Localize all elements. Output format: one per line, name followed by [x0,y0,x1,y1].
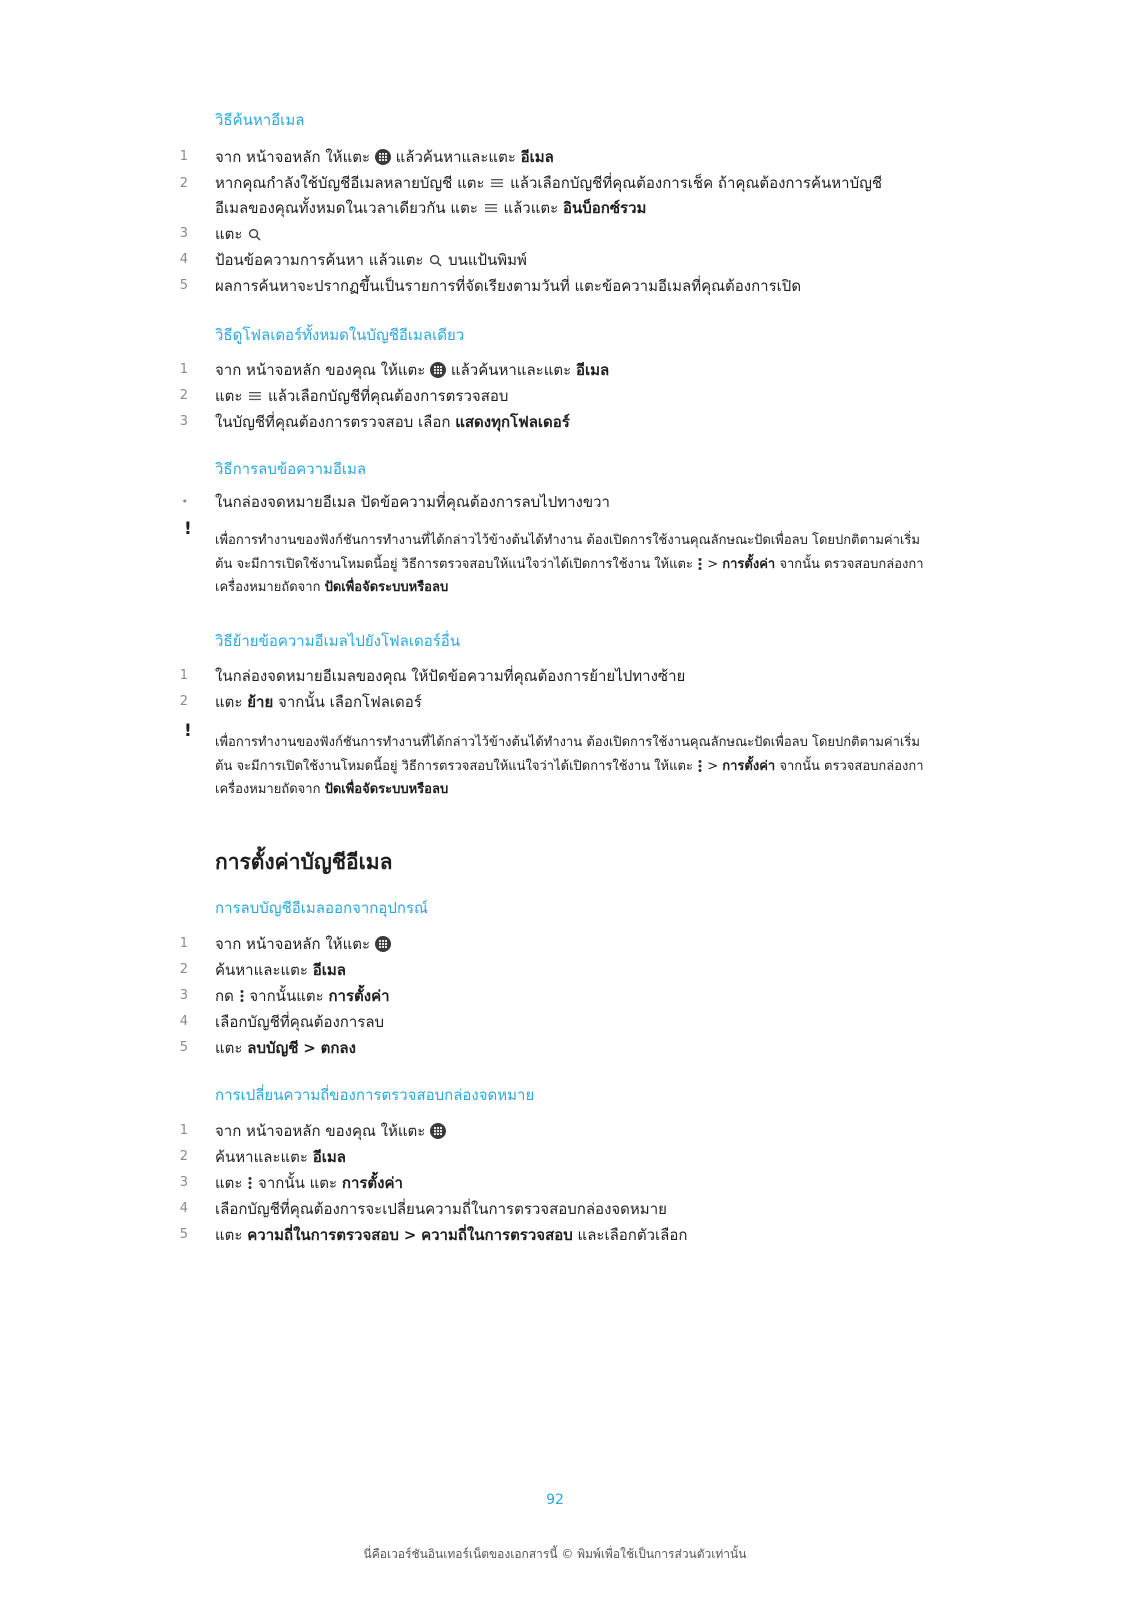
step-text [215,360,609,380]
ui-term: ปัดเพื่อจัดระบบหรือลบ [324,580,449,595]
ui-term: อีเมล [312,1148,346,1166]
step-text: เลือกบัญชีที่คุณต้องการจะเปลี่ยนความถี่ในการตรวจสอบกล่องจดหมาย [215,1200,667,1218]
step-item [168,986,390,1006]
apps-icon [430,362,446,378]
bullet-item [168,492,610,512]
step-item [168,171,882,221]
ui-term: การตั้งค่า [328,987,390,1005]
ui-term: ลบบัญชี [247,1039,299,1057]
step-text-part: จาก หน้าจอหลัก ให้แตะ [215,148,371,166]
more-vert-icon [247,1175,253,1191]
step-text [215,1147,346,1167]
step-item [168,360,609,380]
step-item [168,412,570,432]
step-number: 5 [179,1227,188,1242]
page-number: 92 [546,1492,564,1508]
menu-icon [247,388,263,404]
step-text [215,960,346,980]
menu-icon [489,175,505,191]
step-text [215,386,508,406]
step-item [168,666,685,686]
ui-term: การตั้งค่า [722,758,776,774]
step-number: 2 [179,388,188,403]
step-number: 1 [179,362,188,377]
step-text-part: จากนั้นแตะ [249,987,324,1005]
step-number: 1 [179,936,188,951]
more-vert-icon [239,988,245,1004]
ui-term: ปัดเพื่อจัดระบบหรือลบ [324,782,449,797]
section-heading-remove-account: การลบบัญชีอีเมลออกจากอุปกรณ์ [215,899,428,917]
step-text [215,692,422,712]
menu-icon [483,200,499,216]
step-text-part: แตะ [215,387,243,405]
step-text [215,250,527,270]
step-text: เลือกบัญชีที่คุณต้องการลบ [215,1013,385,1031]
ui-term: ความถี่ในการตรวจสอบ [421,1226,573,1244]
step-item [168,960,346,980]
bullet-marker: • [181,495,188,508]
step-text-part: แล้วค้นหาและแตะ [450,361,572,379]
ui-term: การตั้งค่า [722,556,776,572]
section-heading-search-email: วิธีค้นหาอีเมล [215,111,305,129]
section-heading-view-folders: วิธีดูโฟลเดอร์ทั้งหมดในบัญชีอีเมลเดียว [215,326,465,344]
note-line: ต้น จะมีการเปิดใช้งานโหมดนี้อยู่ วิธีการตรวจสอบให้แน่ใจว่าได้เปิดการใช้งาน ให้แตะ [215,758,693,774]
step-number: 3 [179,988,188,1003]
step-text-part: แตะ [215,1226,243,1244]
step-text-part: กด [215,987,234,1005]
separator: > [707,556,719,572]
step-item [168,934,391,954]
search-icon [428,253,443,268]
step-number: 1 [179,668,188,683]
separator: > [303,1039,316,1057]
step-text-part: แตะ [215,1039,243,1057]
step-text [215,1121,446,1141]
separator: > [707,758,719,774]
step-text [215,934,391,954]
apps-icon [375,936,391,952]
step-text [215,412,570,432]
step-number: 1 [179,1123,188,1138]
chapter-title: การตั้งค่าบัญชีอีเมล [215,850,393,874]
step-text-part: แตะ [215,693,243,711]
step-text-part: ค้นหาและแตะ [215,1148,308,1166]
apps-icon [375,149,391,165]
step-item [168,1121,446,1141]
step-text [215,224,262,244]
ui-term: อีเมล [575,361,610,379]
step-number: 3 [179,226,188,241]
step-item [168,224,262,244]
search-icon [247,227,262,242]
step-text-part: จาก หน้าจอหลัก ให้แตะ [215,935,371,953]
step-number: 5 [179,278,188,293]
step-text [215,171,882,221]
step-text-part: แล้วแตะ [503,199,559,217]
step-text-part: แตะ [215,225,243,243]
note-line: จากนั้น ตรวจสอบกล่องกา [779,556,924,572]
bullet-text: ในกล่องจดหมายอีเมล ปัดข้อความที่คุณต้องการลบไปทางขวา [215,493,610,511]
step-text [215,147,554,167]
ui-term: การตั้งค่า [341,1174,403,1192]
footer-notice: นี่คือเวอร์ชันอินเทอร์เน็ตของเอกสารนี้ © พิมพ์เพื่อใช้เป็นการส่วนตัวเท่านั้น [363,1547,747,1561]
ui-term: อีเมล [520,148,554,166]
note-text [215,731,924,802]
step-item [168,1012,384,1032]
step-item [168,1147,346,1167]
step-number: 4 [179,1014,188,1029]
step-number: 4 [179,252,188,267]
step-text-part: แล้วเลือกบัญชีที่คุณต้องการตรวจสอบ [268,387,509,405]
step-number: 5 [179,1040,188,1055]
note-line: ต้น จะมีการเปิดใช้งานโหมดนี้อยู่ วิธีการตรวจสอบให้แน่ใจว่าได้เปิดการใช้งาน ให้แตะ [215,556,693,572]
step-number: 2 [179,176,188,191]
more-vert-icon [697,758,703,774]
step-item [168,1038,356,1058]
step-number: 1 [179,149,188,164]
step-text-part: ค้นหาและแตะ [215,961,308,979]
step-item [168,386,508,406]
step-text [215,986,390,1006]
step-number: 2 [179,962,188,977]
step-text-part: ในบัญชีที่คุณต้องการตรวจสอบ เลือก [215,413,451,431]
note-line: จากนั้น ตรวจสอบกล่องกา [779,758,924,774]
step-text-part: แล้วเลือกบัญชีที่คุณต้องการเช็ค ถ้าคุณต้องการค้นหาบัญชี [510,174,883,192]
step-item [168,1225,687,1245]
step-number: 3 [179,414,188,429]
ui-term: แสดงทุกโฟลเดอร์ [455,413,570,431]
step-number: 2 [179,1149,188,1164]
step-item [168,692,422,712]
warning-icon: ! [184,721,192,741]
step-number: 3 [179,1175,188,1190]
step-text-part: และเลือกตัวเลือก [577,1226,688,1244]
step-text-part: ป้อนข้อความการค้นหา แล้วแตะ [215,251,424,269]
step-text-part: จากนั้น แตะ [258,1174,338,1192]
step-text-part: จากนั้น เลือกโฟลเดอร์ [278,693,422,711]
section-heading-move-email: วิธีย้ายข้อความอีเมลไปยังโฟลเดอร์อื่น [215,632,461,650]
step-item [168,1199,667,1219]
step-item [168,276,801,296]
separator: > [403,1226,417,1244]
step-text-part: จาก หน้าจอหลัก ของคุณ ให้แตะ [215,1122,426,1140]
note-line: เพื่อการทำงานของฟังก์ชันการทำงานที่ได้กล่าวไว้ข้างต้นได้ทำงาน ต้องเปิดการใช้งานคุณลักษณะปัดเพื่อลบ โดยปกติตามค่าเริ่ม [215,735,920,750]
ui-term: อีเมล [312,961,346,979]
step-text-part: บนแป้นพิมพ์ [448,251,527,269]
step-text-part: แล้วค้นหาและแตะ [395,148,516,166]
more-vert-icon [697,556,703,572]
section-heading-delete-email: วิธีการลบข้อความอีเมล [215,460,367,478]
note-line: เครื่องหมายถัดจาก [215,782,321,797]
step-item [168,250,527,270]
ui-term: ย้าย [247,693,274,711]
step-text-part: อีเมลของคุณทั้งหมดในเวลาเดียวกัน แตะ [215,199,478,217]
step-text-part: หากคุณกำลังใช้บัญชีอีเมลหลายบัญชี แตะ [215,174,485,192]
note-text [215,529,924,600]
step-item [168,1173,403,1193]
step-text: ในกล่องจดหมายอีเมลของคุณ ให้ปัดข้อความที่คุณต้องการย้ายไปทางซ้าย [215,667,686,685]
ui-term: ความถี่ในการตรวจสอบ [247,1226,399,1244]
ui-term: อินบ็อกซ์รวม [562,199,647,217]
step-text-part: แตะ [215,1174,243,1192]
step-text [215,1038,356,1058]
apps-icon [430,1123,446,1139]
step-number: 4 [179,1201,188,1216]
step-number: 2 [179,694,188,709]
ui-term: ตกลง [320,1039,356,1057]
step-text: ผลการค้นหาจะปรากฏขึ้นเป็นรายการที่จัดเรียงตามวันที่ แตะข้อความอีเมลที่คุณต้องการเปิด [215,277,802,295]
section-heading-check-frequency: การเปลี่ยนความถี่ของการตรวจสอบกล่องจดหมาย [215,1086,535,1104]
note-line: เพื่อการทำงานของฟังก์ชันการทำงานที่ได้กล่าวไว้ข้างต้นได้ทำงาน ต้องเปิดการใช้งานคุณลักษณะปัดเพื่อลบ โดยปกติตามค่าเริ่ม [215,533,920,548]
step-text [215,1225,687,1245]
step-text [215,1173,403,1193]
step-item [168,147,554,167]
step-text-part: จาก หน้าจอหลัก ของคุณ ให้แตะ [215,361,426,379]
note-line: เครื่องหมายถัดจาก [215,580,321,595]
warning-icon: ! [184,519,192,539]
